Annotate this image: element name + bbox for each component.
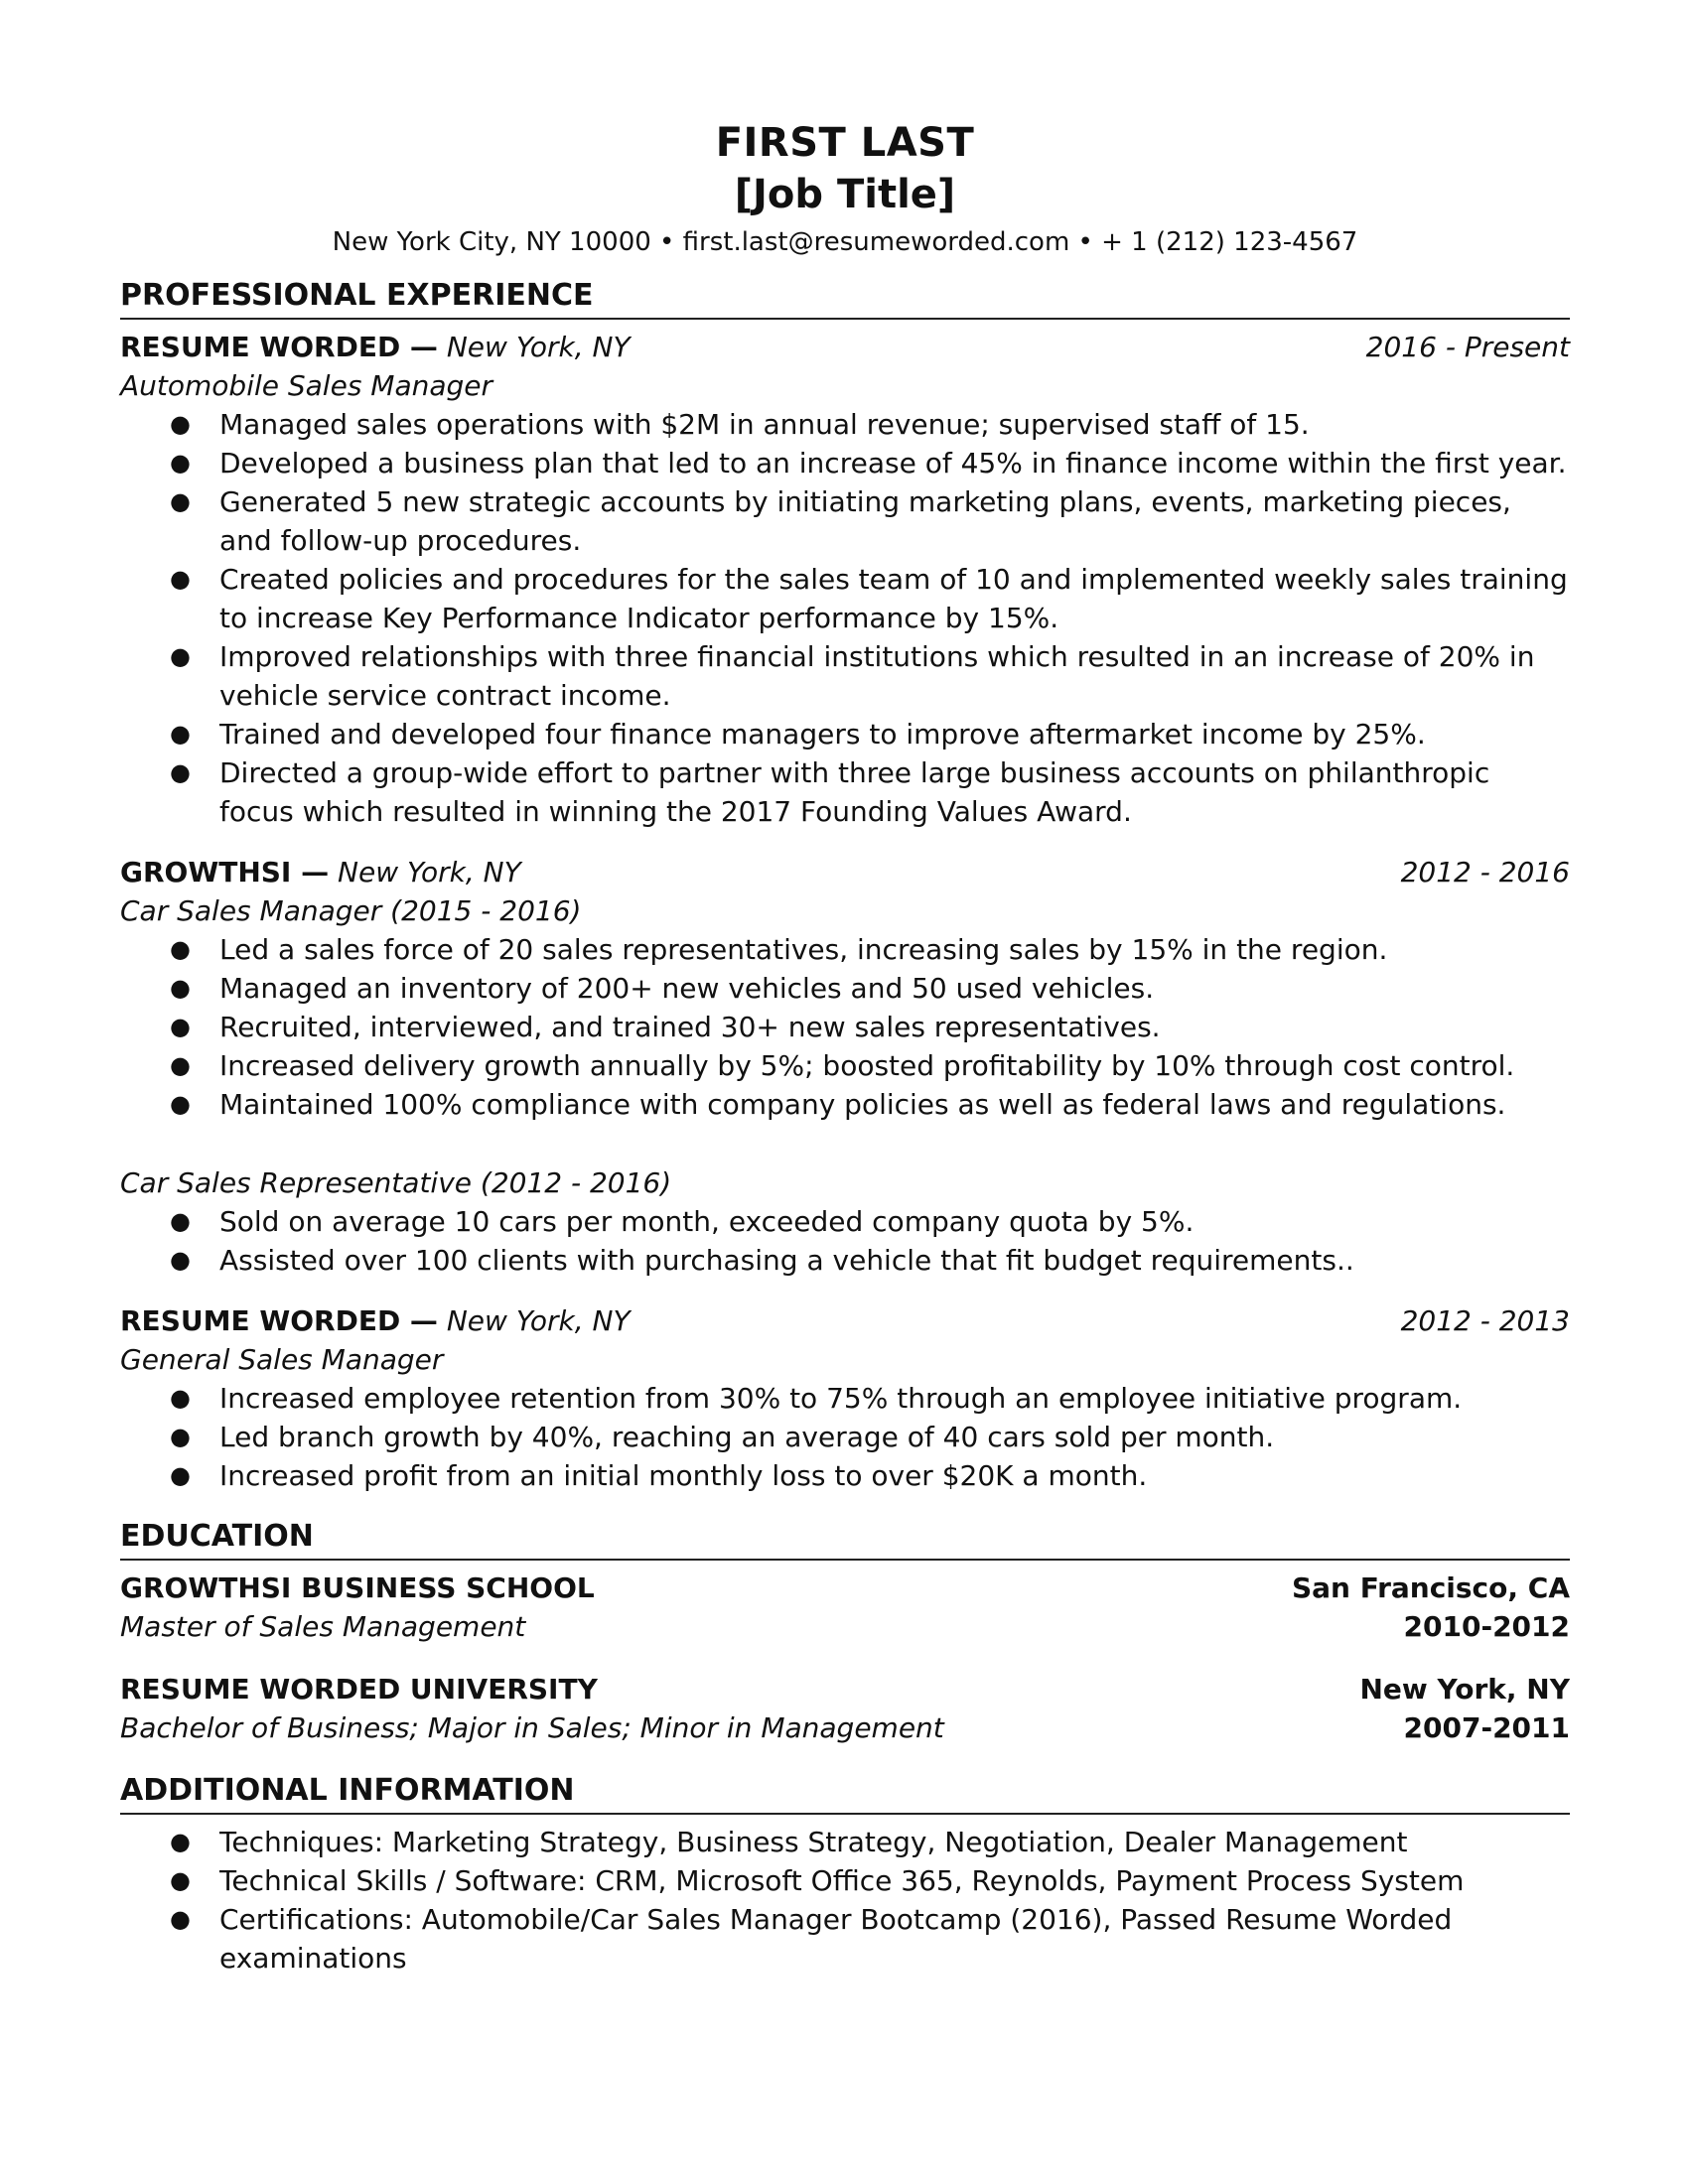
bullet-dot-icon: ● xyxy=(170,1051,191,1079)
job-header xyxy=(120,328,1570,366)
education-row xyxy=(120,1708,1570,1747)
bullet-item xyxy=(120,1823,1570,1861)
company-name: RESUME WORDED — xyxy=(120,331,438,363)
job-bullets xyxy=(120,1379,1570,1495)
bullet-dot-icon: ● xyxy=(170,1207,191,1235)
bullet-item xyxy=(120,715,1570,753)
school-name: RESUME WORDED UNIVERSITY xyxy=(120,1673,598,1706)
bullet-dot-icon: ● xyxy=(170,1013,191,1040)
bullet-dot-icon: ● xyxy=(170,1384,191,1412)
bullet-text: Developed a business plan that led to an increase of 45% in finance income within the first year. xyxy=(219,447,1567,479)
job-employer xyxy=(120,328,631,366)
bullet-item xyxy=(120,405,1570,444)
bullet-text: Improved relationships with three financial institutions which resulted in an increase of 20% in vehicle service contract income. xyxy=(219,640,1535,712)
job-dates: 2012 - 2013 xyxy=(1400,1304,1570,1337)
role-spacer xyxy=(120,1124,1570,1163)
bullet-text: Managed sales operations with $2M in annual revenue; supervised staff of 15. xyxy=(219,408,1310,441)
job-header xyxy=(120,853,1570,891)
resume-header xyxy=(120,117,1570,262)
bullet-item xyxy=(120,560,1570,637)
bullet-item xyxy=(120,930,1570,969)
school-name: GROWTHSI BUSINESS SCHOOL xyxy=(120,1571,595,1604)
job-role: Automobile Sales Manager xyxy=(120,369,493,402)
bullet-item xyxy=(120,444,1570,482)
bullet-text: Increased profit from an initial monthly loss to over $20K a month. xyxy=(219,1459,1148,1492)
company-location: New York, NY xyxy=(446,331,631,363)
contact-line: New York City, NY 10000 • first.last@resumeworded.com • + 1 (212) 123-4567 xyxy=(332,227,1358,257)
candidate-name: FIRST LAST xyxy=(715,120,975,166)
company-name: GROWTHSI — xyxy=(120,856,330,888)
bullet-text: Trained and developed four finance managers to improve aftermarket income by 25%. xyxy=(219,718,1426,751)
degree: Master of Sales Management xyxy=(120,1610,526,1643)
resume-page xyxy=(120,117,1570,1978)
job-bullets xyxy=(120,930,1570,1124)
education-years: 2010-2012 xyxy=(1403,1610,1570,1643)
bullet-text: Maintained 100% compliance with company policies as well as federal laws and regulations. xyxy=(219,1088,1506,1121)
bullet-dot-icon: ● xyxy=(170,720,191,748)
bullet-item xyxy=(120,1046,1570,1085)
bullet-dot-icon: ● xyxy=(170,935,191,963)
bullet-item xyxy=(120,1861,1570,1900)
job-role: Car Sales Representative (2012 - 2016) xyxy=(120,1166,672,1199)
bullet-dot-icon: ● xyxy=(170,1090,191,1118)
job-bullets xyxy=(120,1202,1570,1280)
bullet-item xyxy=(120,1085,1570,1124)
bullet-dot-icon: ● xyxy=(170,1828,191,1855)
bullet-item xyxy=(120,1202,1570,1241)
bullet-text: Directed a group-wide effort to partner with three large business accounts on philanthropic focus which resulted in winning the 2017 Founding Values Award. xyxy=(219,756,1490,828)
bullet-item xyxy=(120,969,1570,1008)
bullet-text: Techniques: Marketing Strategy, Business Strategy, Negotiation, Dealer Management xyxy=(219,1826,1408,1858)
bullet-text: Technical Skills / Software: CRM, Microsoft Office 365, Reynolds, Payment Process System xyxy=(219,1864,1465,1897)
bullet-dot-icon: ● xyxy=(170,1905,191,1933)
bullet-text: Managed an inventory of 200+ new vehicles and 50 used vehicles. xyxy=(219,972,1155,1005)
bullet-dot-icon: ● xyxy=(170,449,191,477)
bullet-text: Created policies and procedures for the sales team of 10 and implemented weekly sales training to increase Key Performance Indicator performance by 15%. xyxy=(219,563,1568,634)
education-years: 2007-2011 xyxy=(1403,1711,1570,1744)
degree: Bachelor of Business; Major in Sales; Minor in Management xyxy=(120,1711,944,1744)
section-heading-experience: PROFESSIONAL EXPERIENCE xyxy=(120,276,1570,320)
job-entry xyxy=(120,853,1570,1280)
bullet-dot-icon: ● xyxy=(170,1246,191,1274)
bullet-item xyxy=(120,753,1570,831)
bullet-text: Sold on average 10 cars per month, exceeded company quota by 5%. xyxy=(219,1205,1195,1238)
job-dates: 2012 - 2016 xyxy=(1400,856,1570,888)
education-row xyxy=(120,1569,1570,1607)
bullet-dot-icon: ● xyxy=(170,974,191,1002)
additional-bullets xyxy=(120,1823,1570,1978)
bullet-text: Increased delivery growth annually by 5%; boosted profitability by 10% through cost control. xyxy=(219,1049,1515,1082)
bullet-text: Recruited, interviewed, and trained 30+ new sales representatives. xyxy=(219,1011,1161,1043)
school-location: New York, NY xyxy=(1359,1673,1570,1706)
education-entry xyxy=(120,1670,1570,1747)
bullet-dot-icon: ● xyxy=(170,1461,191,1489)
bullet-text: Increased employee retention from 30% to 75% through an employee initiative program. xyxy=(219,1382,1463,1415)
bullet-text: Led a sales force of 20 sales representatives, increasing sales by 15% in the region. xyxy=(219,933,1388,966)
section-heading-additional: ADDITIONAL INFORMATION xyxy=(120,1771,1570,1815)
job-role: General Sales Manager xyxy=(120,1343,444,1376)
bullet-dot-icon: ● xyxy=(170,1866,191,1894)
job-employer xyxy=(120,853,521,891)
company-location: New York, NY xyxy=(338,856,521,888)
bullet-text: Assisted over 100 clients with purchasing a vehicle that fit budget requirements.. xyxy=(219,1244,1354,1277)
bullet-text: Generated 5 new strategic accounts by initiating marketing plans, events, marketing pieces, and follow-up procedures. xyxy=(219,485,1511,557)
bullet-dot-icon: ● xyxy=(170,410,191,438)
bullet-dot-icon: ● xyxy=(170,487,191,515)
education-entry xyxy=(120,1569,1570,1646)
bullet-item xyxy=(120,482,1570,560)
bullet-dot-icon: ● xyxy=(170,1423,191,1450)
bullet-item xyxy=(120,1379,1570,1418)
job-bullets xyxy=(120,405,1570,831)
job-employer xyxy=(120,1301,631,1340)
bullet-item xyxy=(120,1418,1570,1456)
additional-section xyxy=(120,1771,1570,1978)
bullet-item xyxy=(120,637,1570,715)
bullet-text: Led branch growth by 40%, reaching an average of 40 cars sold per month. xyxy=(219,1421,1275,1453)
bullet-item xyxy=(120,1900,1570,1978)
candidate-job-title: [Job Title] xyxy=(734,172,956,217)
bullet-item xyxy=(120,1008,1570,1046)
job-header xyxy=(120,1301,1570,1340)
company-name: RESUME WORDED — xyxy=(120,1304,438,1337)
education-row xyxy=(120,1670,1570,1708)
bullet-dot-icon: ● xyxy=(170,758,191,786)
experience-section xyxy=(120,276,1570,1495)
bullet-text: Certifications: Automobile/Car Sales Manager Bootcamp (2016), Passed Resume Worded examinations xyxy=(219,1903,1453,1975)
job-entry xyxy=(120,328,1570,831)
school-location: San Francisco, CA xyxy=(1291,1571,1570,1604)
job-dates: 2016 - Present xyxy=(1365,331,1570,363)
job-role: Car Sales Manager (2015 - 2016) xyxy=(120,894,582,927)
bullet-item xyxy=(120,1241,1570,1280)
bullet-dot-icon: ● xyxy=(170,642,191,670)
company-location: New York, NY xyxy=(446,1304,631,1337)
education-row xyxy=(120,1607,1570,1646)
bullet-item xyxy=(120,1456,1570,1495)
bullet-dot-icon: ● xyxy=(170,565,191,593)
section-heading-education: EDUCATION xyxy=(120,1517,1570,1561)
job-entry xyxy=(120,1301,1570,1495)
education-section xyxy=(120,1517,1570,1747)
